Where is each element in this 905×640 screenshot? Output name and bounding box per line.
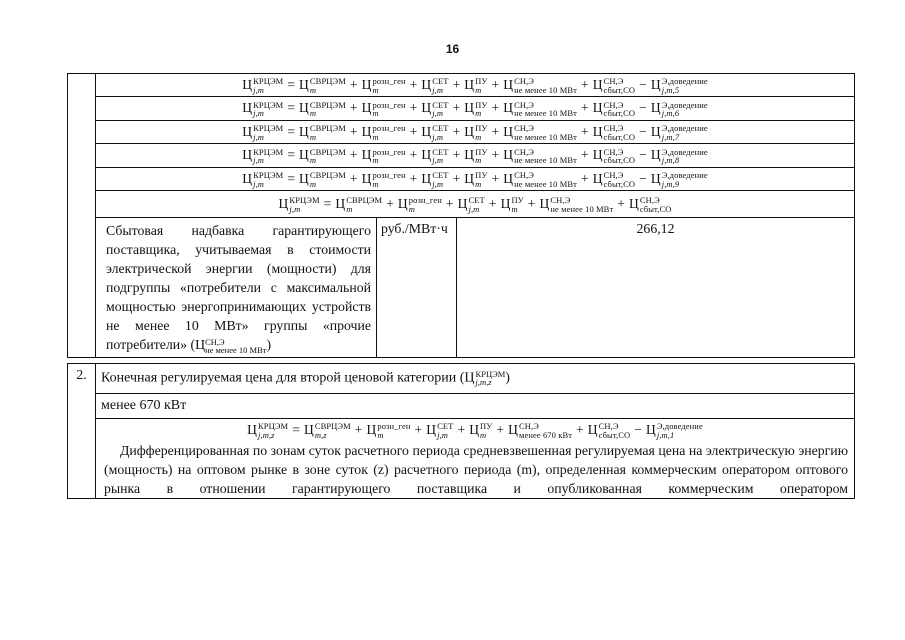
price-formula-7: Ц КРЦЭМ j,m = Ц СВРЦЭМ m + Ц розн_ген m + Ц СЕТ j,m + Ц ПУ m + Ц СН,Э не менее 10 МВт + Ц СН,Э сбыт,СО − Ц Э,доведение j,m,7 [96, 120, 855, 143]
tariff-table-page [67, 73, 854, 499]
subgroup-label: менее 670 кВт [96, 393, 855, 418]
markup-row [68, 218, 855, 357]
subgroup-row [68, 393, 855, 418]
formula-row [68, 144, 855, 167]
price-formula-6: Ц КРЦЭМ j,m = Ц СВРЦЭМ m + Ц розн_ген m + Ц СЕТ j,m + Ц ПУ m + Ц СН,Э не менее 10 МВт + Ц СН,Э сбыт,СО − Ц Э,доведение j,m,6 [96, 97, 855, 120]
formula-row [68, 167, 855, 190]
price-formula-5: Ц КРЦЭМ j,m = Ц СВРЦЭМ m + Ц розн_ген m + Ц СЕТ j,m + Ц ПУ m + Ц СН,Э не менее 10 МВт + Ц СН,Э сбыт,СО − Ц Э,доведение j,m,5 [96, 74, 855, 97]
price-formula-8: Ц КРЦЭМ j,m = Ц СВРЦЭМ m + Ц розн_ген m + Ц СЕТ j,m + Ц ПУ m + Ц СН,Э не менее 10 МВт + Ц СН,Э сбыт,СО − Ц Э,доведение j,m,8 [96, 144, 855, 167]
price-formula-base: Ц КРЦЭМ j,m = Ц СВРЦЭМ m + Ц розн_ген m + Ц СЕТ j,m + Ц ПУ m + Ц СН,Э не менее 10 МВт + Ц СН,Э сбыт,СО [96, 191, 855, 218]
markup-description: Сбытовая надбавка гарантирующего поставщика, учитываемая в стоимости электрической энергии (мощности) для подгруппы «потребители с максимальной мощностью энергопринимающих устройств не менее 10 МВт» группы «прочие потребители» (Ц СН,Э не менее 10 МВт ) [96, 218, 377, 357]
markup-unit: руб./МВт·ч [377, 218, 457, 357]
category-2-formula-cell [96, 418, 855, 498]
tariff-table [67, 73, 855, 499]
formula-row [68, 120, 855, 143]
definition-paragraph: Дифференцированная по зонам суток расчетного периода средневзвешенная регулируемая цена на электрическую энергию (мощность) на оптовом рынке в зоне суток (z) расчетного периода (m), определенная коммерческим оператором оптового рынка в отношении гарантирующего поставщика и опубликованная коммерческим оператором [104, 443, 849, 497]
left-margin-cell [68, 74, 96, 358]
price-formula-category-2: Ц КРЦЭМ j,m,z = Ц СВРЦЭМ m,z + Ц розн_ген m + Ц СЕТ j,m + Ц ПУ m + Ц СН,Э менее 670 кВт + Ц СН,Э сбыт,СО − Ц Э,доведение j,m,1 [247, 421, 703, 440]
category-2-row [68, 363, 855, 393]
row-number: 2. [68, 363, 96, 498]
formula-row [68, 191, 855, 218]
markup-value: 266,12 [457, 218, 855, 357]
formula-row [68, 97, 855, 120]
category-2-title: Конечная регулируемая цена для второй ценовой категории (Ц КРЦЭМ j,m,z ) [96, 363, 855, 393]
formula-row [68, 418, 855, 498]
price-formula-9: Ц КРЦЭМ j,m = Ц СВРЦЭМ m + Ц розн_ген m + Ц СЕТ j,m + Ц ПУ m + Ц СН,Э не менее 10 МВт + Ц СН,Э сбыт,СО − Ц Э,доведение j,m,9 [96, 167, 855, 190]
page-number: 16 [445, 42, 460, 56]
formula-row [68, 74, 855, 97]
